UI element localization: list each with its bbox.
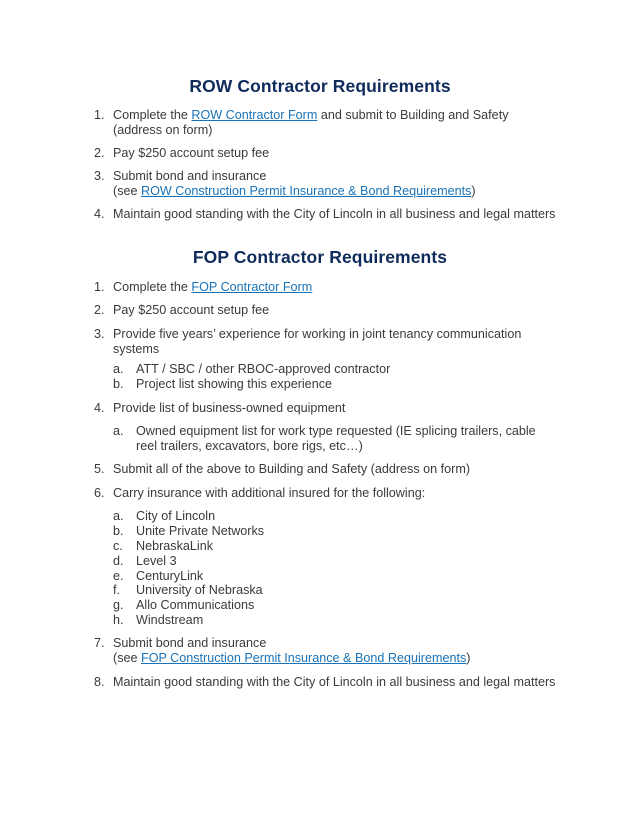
sub-text: Level 3 (136, 554, 177, 568)
sub-text: CenturyLink (136, 569, 204, 583)
sub-letter: b. (113, 524, 124, 538)
list-number: 5. (94, 462, 105, 476)
list-number: 4. (94, 207, 105, 221)
sub-letter: a. (113, 424, 124, 438)
row-contractor-form-link[interactable]: ROW Contractor Form (191, 108, 318, 122)
sub-text: University of Nebraska (136, 583, 263, 597)
list-text: Complete the FOP Contractor Form (113, 280, 313, 294)
list-text: Complete the ROW Contractor Form and submit to Building and Safety (address on form) (113, 108, 509, 137)
list-number: 6. (94, 486, 105, 500)
list-number: 7. (94, 636, 105, 650)
sub-letter: a. (113, 362, 124, 376)
list-number: 2. (94, 303, 105, 317)
sub-text: City of Lincoln (136, 509, 216, 523)
list-text: Provide five years’ experience for working in joint tenancy communication systems (113, 327, 522, 356)
fop-contractor-form-link[interactable]: FOP Contractor Form (191, 280, 313, 294)
row-section-title: ROW Contractor Requirements (189, 76, 451, 96)
sub-text: Owned equipment list for work type requested (IE splicing trailers, cable reel trailers, excavators, bore rigs, etc…) (136, 424, 536, 453)
list-text: Pay $250 account setup fee (113, 303, 270, 317)
list-text: Maintain good standing with the City of Lincoln in all business and legal matters (113, 675, 556, 689)
sub-letter: g. (113, 598, 124, 612)
list-text: Submit bond and insurance (see FOP Construction Permit Insurance & Bond Requirements) (113, 636, 471, 665)
sub-letter: e. (113, 569, 124, 583)
sub-text: ATT / SBC / other RBOC-approved contractor (136, 362, 391, 376)
list-number: 1. (94, 108, 105, 122)
fop-section-title: FOP Contractor Requirements (192, 247, 448, 267)
list-number: 8. (94, 675, 105, 689)
row-insurance-bond-link[interactable]: ROW Construction Permit Insurance & Bond Requirements (141, 184, 472, 198)
sub-letter: b. (113, 377, 124, 391)
list-text: Maintain good standing with the City of Lincoln in all business and legal matters (113, 207, 556, 221)
list-text: Carry insurance with additional insured for the following: (113, 486, 426, 500)
sub-text: Unite Private Networks (136, 524, 265, 538)
sub-letter: c. (113, 539, 123, 553)
sub-letter: f. (113, 583, 120, 597)
sub-letter: a. (113, 509, 124, 523)
list-number: 4. (94, 401, 105, 415)
fop-insurance-bond-link[interactable]: FOP Construction Permit Insurance & Bond Requirements (141, 651, 467, 665)
sub-text: NebraskaLink (136, 539, 214, 553)
list-text: Pay $250 account setup fee (113, 146, 270, 160)
list-number: 3. (94, 169, 105, 183)
list-text: Submit all of the above to Building and Safety (address on form) (113, 462, 471, 476)
list-text: Submit bond and insurance (see ROW Construction Permit Insurance & Bond Requirements) (113, 169, 476, 198)
list-number: 3. (94, 327, 105, 341)
list-text: Provide list of business-owned equipment (113, 401, 346, 415)
sub-letter: d. (113, 554, 124, 568)
sub-text: Allo Communications (136, 598, 255, 612)
list-number: 2. (94, 146, 105, 160)
sub-letter: h. (113, 613, 124, 627)
sub-text: Project list showing this experience (136, 377, 332, 391)
list-number: 1. (94, 280, 105, 294)
sub-text: Windstream (136, 613, 204, 627)
